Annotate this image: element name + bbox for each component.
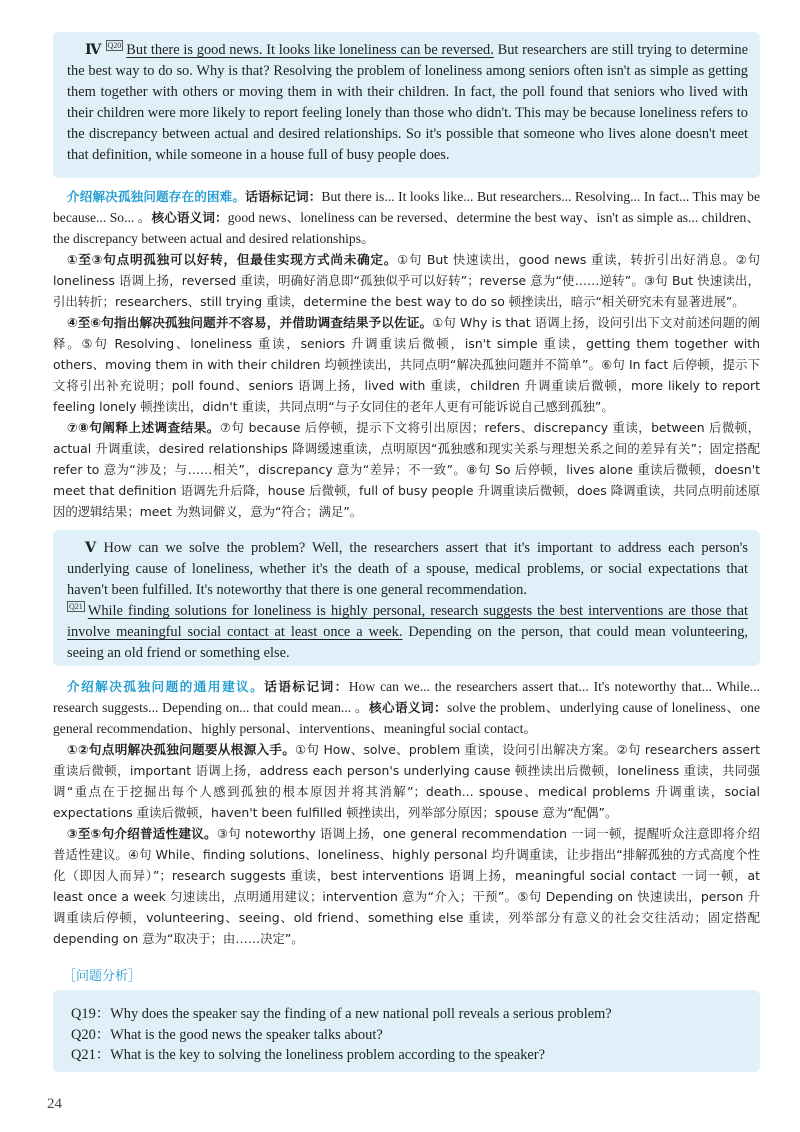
paragraph-text: ①句 But 快速读出，good news 重读，转折引出好消息。②句 loneliness 语调上扬，reversed 重读，明确好消息即“孤独似乎可以好转”；reverse 意为“使……逆转”。③句 But 快速读出，引出转折；researchers、still trying 重读，determine the best way to do so 顿挫读出，暗示“相关研究未有显著进展”。	[53, 252, 760, 309]
core-label: 核心语义词：	[368, 700, 448, 715]
core-text: solve the problem、underlying cause of loneliness、one general recommendation、highly personal、interventions、meaningful social contact。	[53, 700, 761, 736]
analysis-paragraph	[53, 739, 760, 823]
paragraph-heading: ③至⑤句介绍普适性建议。	[67, 826, 217, 841]
page-number: 24	[47, 1096, 62, 1112]
question-item: Q19：Why does the speaker say the finding of a new national poll reveals a serious problem?	[71, 1006, 612, 1022]
passage-text: Depending on the person, that could mean volunteering, seeing an old friend or something else.	[67, 624, 748, 661]
markers-text: How can we... the researchers assert that... It's noteworthy that... While... research suggests... Depending on... that could mean... 。	[53, 679, 760, 715]
paragraph-heading: ④至⑥句指出解决孤独问题并不容易，并借助调查结果予以佐证。	[67, 315, 433, 330]
core-text: good news、loneliness can be reversed、determine the best way、isn't as simple as... children、the discrepancy between actual and desired relationships。	[53, 210, 760, 246]
paragraph-heading: ①②句点明解决孤独问题要从根源入手。	[67, 742, 296, 757]
analysis-intro	[53, 186, 760, 249]
question-item: Q21：What is the key to solving the loneliness problem according to the speaker?	[71, 1047, 545, 1063]
analysis-heading: 介绍解决孤独问题存在的困难。	[67, 189, 246, 204]
analysis-heading: 介绍解决孤独问题的通用建议。	[67, 679, 265, 694]
question-analysis-label: ［问题分析］	[63, 969, 142, 984]
analysis-v	[53, 676, 760, 949]
passage-box-v	[53, 530, 760, 666]
paragraph-text: ⑦句 because 后停顿，提示下文将引出原因；refers、discrepancy 重读，between 后微顿，actual 升调重读，desired relationships 降调缓速重读，点明原因“孤独感和现实关系与理想关系之间的差异有关”；固定搭配 refer to 意为“涉及；与……相关”，discrepancy 意为“差异；不一致”。⑧句 So 后停顿，lives alone 重读后微顿，doesn't meet that definition 语调先升后降，house 后微顿，full of busy people 升调重读后微顿，does 降调重读，共同点明前述原因的逻辑结果；meet 为熟词僻义，意为“符合；满足”。	[53, 420, 760, 519]
passage-text: How can we solve the problem? Well, the researchers assert that it's important to address each person's underlying cause of loneliness, whether it's the death of a spouse, medical problems, or social expectations that haven't been fulfilled. It's noteworthy that there is one general recommendation.	[67, 540, 748, 598]
analysis-iv	[53, 186, 760, 522]
core-label: 核心语义词：	[151, 210, 228, 225]
markers-label: 话语标记词：	[245, 189, 322, 204]
question-tag: Q20	[107, 41, 122, 51]
key-sentence: While finding solutions for loneliness is highly personal, research suggests the best interventions are those that involve meaningful social contact at least once a week.	[67, 603, 748, 640]
paragraph-text: ①句 Why is that 语调上扬，设问引出下文对前述问题的阐释。⑤句 Resolving、loneliness 重读，seniors 升调重读后微顿，isn't simple 重读，getting them together with others、moving them in with their children 均顿挫读出，共同点明“解决孤独问题并不简单”。⑥句 In fact 后停顿，提示下文将引出补充说明；poll found、seniors 语调上扬，lived with 重读，children 升调重读后微顿，more likely to report feeling lonely 顿挫读出，didn't 重读，共同点明“与子女同住的老年人更有可能诉说自己感到孤独”。	[53, 315, 760, 414]
analysis-paragraph	[53, 417, 760, 522]
analysis-paragraph	[53, 249, 760, 312]
paragraph-text: ③句 noteworthy 语调上扬，one general recommendation 一词一顿，提醒听众注意即将介绍普适性建议。④句 While、finding solutions、loneliness、highly personal 均升调重读，让步指出“排解孤独的方式高度个性化（即因人而异）”；research suggests 重读，best interventions 语调上扬，meaningful social contact 一词一顿，at least once a week 匀速读出，点明通用建议；intervention 意为“介入；干预”。⑤句 Depending on 快速读出，person 升调重读后停顿，volunteering、seeing、old friend、something else 重读，列举部分有意义的社会交往活动；固定搭配 depending on 意为“取决于；由……决定”。	[53, 826, 760, 946]
question-tag: Q21	[69, 602, 83, 612]
paragraph-heading: ⑦⑧句阐释上述调查结果。	[67, 420, 220, 435]
question-item: Q20：What is the good news the speaker talks about?	[71, 1026, 383, 1043]
markers-text: But there is... It looks like... But researchers... Resolving... In fact... This may be because... So... 。	[53, 189, 760, 225]
analysis-intro	[53, 676, 760, 739]
paragraph-heading: ①至③句点明孤独可以好转，但最佳实现方式尚未确定。	[67, 252, 398, 267]
markers-label: 话语标记词：	[264, 679, 349, 694]
passage-text: But researchers are still trying to determine the best way to do so. Why is that? Resolving the problem of loneliness among seniors often isn't as simple as getting them together with others or moving them in with their children. In fact, the poll found that seniors who lived with their children were more likely to report feeling lonely than those who didn't. This may be because loneliness refers to the discrepancy between actual and desired relationships. So it's possible that someone who lives alone doesn't meet that definition, while someone in a house full of busy people does.	[67, 42, 748, 163]
key-sentence: But there is good news. It looks like loneliness can be reversed.	[126, 42, 494, 58]
analysis-paragraph	[53, 312, 760, 417]
section-number: Ⅳ	[85, 42, 102, 58]
questions-box	[53, 990, 760, 1072]
passage-box-iv	[53, 32, 760, 178]
section-number: Ⅴ	[85, 540, 100, 556]
analysis-paragraph	[53, 823, 760, 949]
paragraph-text: ①句 How、solve、problem 重读，设问引出解决方案。②句 researchers assert 重读后微顿，important 语调上扬，address each person's underlying cause 顿挫读出后微顿，loneliness 重读，共同强调“重点在于挖掘出每个人感到孤独的根本原因并将其消解”；death... spouse、medical problems 升调重读，social expectations 重读后微顿，haven't been fulfilled 顿挫读出，列举部分原因；spouse 意为“配偶”。	[53, 742, 760, 820]
